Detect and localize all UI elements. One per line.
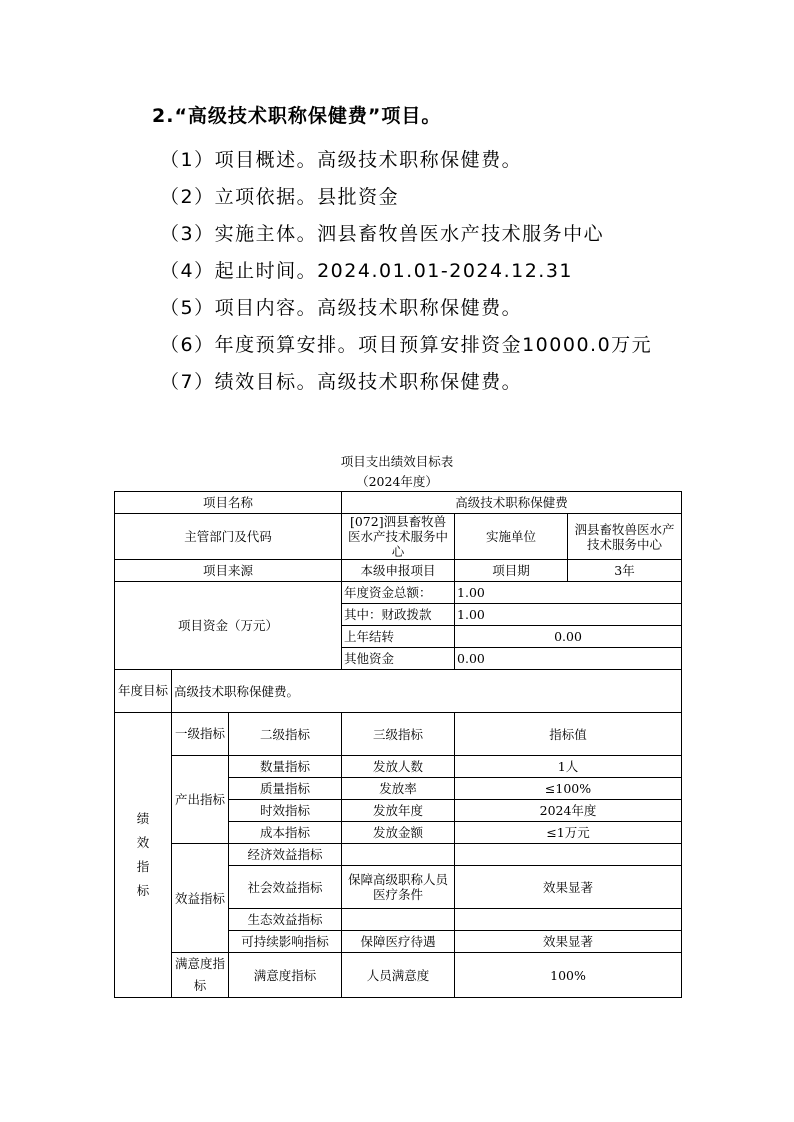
fund-row-label: 其中：财政拨款	[342, 604, 455, 626]
header-level3: 三级指标	[342, 713, 455, 756]
table-title: 项目支出绩效目标表	[340, 454, 454, 469]
indicator-level2: 可持续影响指标	[229, 931, 342, 953]
period-label: 项目期	[455, 560, 568, 582]
paragraph-budget: （6）年度预算安排。项目预算安排资金10000.0万元	[160, 334, 653, 356]
paragraph-implementer: （3）实施主体。泗县畜牧兽医水产技术服务中心	[160, 223, 605, 245]
impl-unit-value: 泗县畜牧兽医水产技术服务中心	[568, 514, 682, 560]
fund-row-value: 0.00	[455, 648, 682, 670]
paragraph-goal: （7）绩效目标。高级技术职称保健费。	[160, 371, 523, 393]
impl-unit-label: 实施单位	[455, 514, 568, 560]
indicator-level3: 发放金额	[342, 822, 455, 844]
indicator-level3: 发放率	[342, 778, 455, 800]
benefit-indicators-label: 效益指标	[172, 844, 229, 953]
period-value: 3年	[568, 560, 682, 582]
fund-row-value: 1.00	[455, 604, 682, 626]
indicator-value: 1人	[455, 756, 682, 778]
fund-row-label: 其他资金	[342, 648, 455, 670]
indicator-level2: 时效指标	[229, 800, 342, 822]
fund-row-label: 上年结转	[342, 626, 455, 648]
project-name-value: 高级技术职称保健费	[342, 492, 682, 514]
header-level2: 二级指标	[229, 713, 342, 756]
indicator-level3: 保障高级职称人员医疗条件	[342, 866, 455, 909]
paragraph-period: （4）起止时间。2024.01.01-2024.12.31	[160, 260, 574, 282]
indicator-value: 效果显著	[455, 931, 682, 953]
indicator-level2: 成本指标	[229, 822, 342, 844]
indicator-level3: 发放年度	[342, 800, 455, 822]
fund-row-value: 0.00	[455, 626, 682, 648]
dept-label: 主管部门及代码	[115, 514, 342, 560]
indicator-value: 2024年度	[455, 800, 682, 822]
dept-value: [072]泗县畜牧兽医水产技术服务中心	[342, 514, 455, 560]
funds-label: 项目资金（万元）	[115, 582, 342, 670]
indicator-level3	[342, 909, 455, 931]
project-name-label: 项目名称	[115, 492, 342, 514]
indicator-level2: 经济效益指标	[229, 844, 342, 866]
indicator-level3: 发放人数	[342, 756, 455, 778]
header-value: 指标值	[455, 713, 682, 756]
fund-row-label: 年度资金总额：	[342, 582, 455, 604]
indicator-value: ≤100%	[455, 778, 682, 800]
source-value: 本级申报项目	[342, 560, 455, 582]
indicator-level3: 保障医疗待遇	[342, 931, 455, 953]
indicator-level2: 满意度指标	[229, 953, 342, 998]
fund-row-value: 1.00	[455, 582, 682, 604]
indicator-value	[455, 844, 682, 866]
indicator-level2: 生态效益指标	[229, 909, 342, 931]
table-subtitle: （2024年度）	[356, 474, 438, 489]
indicator-value	[455, 909, 682, 931]
source-label: 项目来源	[115, 560, 342, 582]
indicator-value: 100%	[455, 953, 682, 998]
header-level1: 一级指标	[172, 713, 229, 756]
paragraph-overview: （1）项目概述。高级技术职称保健费。	[160, 149, 523, 171]
section-heading: 2.“高级技术职称保健费”项目。	[152, 105, 442, 127]
indicator-level2: 数量指标	[229, 756, 342, 778]
indicator-value: ≤1万元	[455, 822, 682, 844]
output-indicators-label: 产出指标	[172, 756, 229, 844]
indicator-level3: 人员满意度	[342, 953, 455, 998]
satisfaction-indicators-label: 满意度指标	[172, 953, 229, 998]
annual-goal-label: 年度目标	[115, 670, 172, 713]
indicator-level2: 质量指标	[229, 778, 342, 800]
paragraph-basis: （2）立项依据。县批资金	[160, 186, 400, 208]
paragraph-content: （5）项目内容。高级技术职称保健费。	[160, 297, 523, 319]
annual-goal-value: 高级技术职称保健费。	[172, 670, 682, 713]
indicator-level3	[342, 844, 455, 866]
performance-table	[114, 491, 682, 998]
indicator-level2: 社会效益指标	[229, 866, 342, 909]
perf-indicators-label: 绩效指标	[115, 713, 172, 998]
indicator-value: 效果显著	[455, 866, 682, 909]
